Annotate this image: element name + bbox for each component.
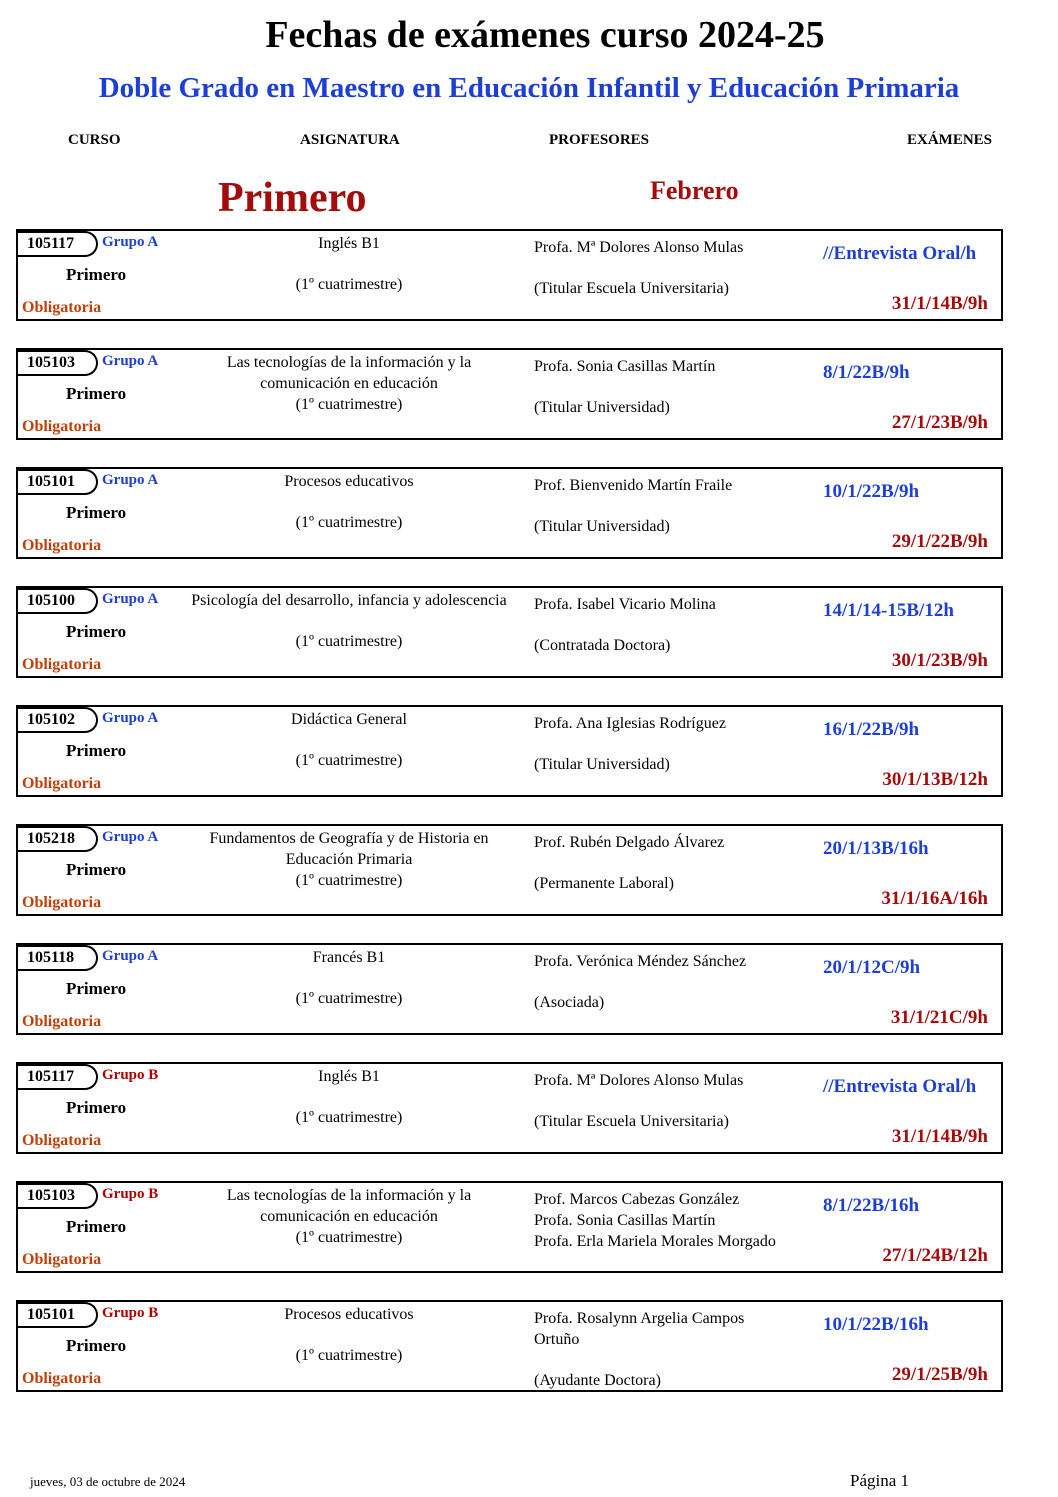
course-year: Primero — [66, 1336, 127, 1355]
subject-name — [168, 1185, 530, 1248]
subject-name-line: Didáctica General — [291, 711, 407, 728]
professors — [534, 1189, 824, 1252]
subject-name-line: Las tecnologías de la información y la — [226, 354, 472, 371]
professors — [534, 356, 824, 418]
semester-label: (1º cuatrimestre) — [295, 872, 403, 889]
professor-category: (Ayudante Doctora) — [534, 1372, 661, 1389]
course-year: Primero — [66, 265, 127, 284]
semester-label: (1º cuatrimestre) — [295, 990, 403, 1007]
professor-category: (Titular Universidad) — [534, 756, 670, 773]
semester-label: (1º cuatrimestre) — [295, 396, 403, 413]
group-label: Grupo A — [102, 234, 159, 250]
course-year: Primero — [66, 384, 127, 403]
group-label: Grupo B — [102, 1186, 159, 1202]
exam-date-first: 20/1/12C/9h — [823, 957, 921, 978]
subject-name-line: comunicación en educación — [260, 1208, 438, 1225]
subject-type: Obligatoria — [22, 894, 102, 911]
exam-date-second: 31/1/16A/16h — [881, 888, 988, 909]
professor-category: (Contratada Doctora) — [534, 637, 671, 654]
exam-date-first: 20/1/13B/16h — [823, 838, 929, 859]
group-label: Grupo A — [102, 353, 159, 369]
subject-code: 105117 — [18, 1064, 98, 1090]
subject-name-line: Educación Primaria — [285, 851, 413, 868]
column-header-curso: CURSO — [68, 132, 121, 148]
professor-name: Profa. Isabel Vicario Molina — [534, 596, 716, 613]
exam-record — [16, 229, 1003, 321]
professor-name: Prof. Marcos Cabezas González — [534, 1191, 740, 1208]
subject-code: 105101 — [18, 469, 98, 495]
subject-name-line: Fundamentos de Geografía y de Historia en — [209, 830, 489, 847]
subject-type: Obligatoria — [22, 1132, 102, 1149]
subject-code: 105117 — [18, 231, 98, 257]
exam-date-second: 29/1/25B/9h — [891, 1364, 988, 1385]
exam-record — [16, 943, 1003, 1035]
subject-type: Obligatoria — [22, 775, 102, 792]
exam-record — [16, 1062, 1003, 1154]
course-year: Primero — [66, 622, 127, 641]
semester-label: (1º cuatrimestre) — [295, 752, 403, 769]
exam-date-first: //Entrevista Oral/h — [823, 1076, 977, 1097]
exam-date-second: 29/1/22B/9h — [891, 531, 988, 552]
column-header-profesores: PROFESORES — [549, 132, 650, 148]
professor-name: Profa. Sonia Casillas Martín — [534, 1212, 716, 1229]
subject-name — [168, 352, 530, 415]
group-label: Grupo A — [102, 829, 159, 845]
exam-record — [16, 705, 1003, 797]
exam-date-first: 10/1/22B/9h — [823, 481, 920, 502]
subject-name-line: Las tecnologías de la información y la — [226, 1187, 472, 1204]
subject-name — [168, 233, 530, 295]
professor-category: (Permanente Laboral) — [534, 875, 674, 892]
exam-date-first: 14/1/14-15B/12h — [823, 600, 954, 621]
professors — [534, 713, 824, 775]
subject-code: 105103 — [18, 350, 98, 376]
professor-name: Profa. Sonia Casillas Martín — [534, 358, 716, 375]
subject-name — [168, 1066, 530, 1128]
degree-subtitle: Doble Grado en Maestro en Educación Infantil y Educación Primaria — [98, 72, 960, 104]
subject-type: Obligatoria — [22, 1013, 102, 1030]
subject-name-line: Inglés B1 — [318, 1068, 380, 1085]
professor-category: (Asociada) — [534, 994, 605, 1011]
exam-date-first: 16/1/22B/9h — [823, 719, 920, 740]
professor-category: (Titular Escuela Universitaria) — [534, 1113, 729, 1130]
course-year: Primero — [66, 1217, 127, 1236]
exam-date-first: 8/1/22B/16h — [823, 1195, 920, 1216]
subject-name-line: Inglés B1 — [318, 235, 380, 252]
course-year: Primero — [66, 860, 127, 879]
subject-type: Obligatoria — [22, 418, 102, 435]
group-label: Grupo A — [102, 948, 159, 964]
professors — [534, 832, 824, 894]
professor-name: Profa. Mª Dolores Alonso Mulas — [534, 239, 744, 256]
exam-date-second: 31/1/21C/9h — [890, 1007, 988, 1028]
professor-category: (Titular Universidad) — [534, 518, 670, 535]
subject-name — [168, 590, 530, 652]
professors — [534, 1308, 824, 1390]
subject-name — [168, 1304, 530, 1366]
subject-code: 105218 — [18, 826, 98, 852]
professors — [534, 594, 824, 656]
professors — [534, 237, 824, 299]
subject-name — [168, 947, 530, 1009]
subject-name-line: Procesos educativos — [284, 1306, 414, 1323]
professor-name: Profa. Mª Dolores Alonso Mulas — [534, 1072, 744, 1089]
course-year: Primero — [66, 503, 127, 522]
subject-code: 105102 — [18, 707, 98, 733]
subject-code: 105103 — [18, 1183, 98, 1209]
exam-date-first: //Entrevista Oral/h — [823, 243, 977, 264]
exam-date-second: 30/1/13B/12h — [882, 769, 988, 790]
professors — [534, 951, 824, 1013]
exam-date-first: 10/1/22B/16h — [823, 1314, 929, 1335]
subject-type: Obligatoria — [22, 299, 102, 316]
professor-category: (Titular Escuela Universitaria) — [534, 280, 729, 297]
semester-label: (1º cuatrimestre) — [295, 1109, 403, 1126]
subject-name-line: Procesos educativos — [284, 473, 414, 490]
course-year: Primero — [66, 979, 127, 998]
exam-date-second: 30/1/23B/9h — [891, 650, 988, 671]
semester-label: (1º cuatrimestre) — [295, 1229, 403, 1246]
subject-type: Obligatoria — [22, 537, 102, 554]
exam-record — [16, 824, 1003, 916]
group-label: Grupo B — [102, 1067, 159, 1083]
group-label: Grupo A — [102, 710, 159, 726]
exam-month-title: Febrero — [650, 176, 739, 205]
exam-date-second: 31/1/14B/9h — [891, 1126, 988, 1147]
subject-name — [168, 828, 530, 891]
subject-name — [168, 471, 530, 533]
professors — [534, 1070, 824, 1132]
subject-name-line: comunicación en educación — [260, 375, 438, 392]
course-year: Primero — [66, 1098, 127, 1117]
subject-type: Obligatoria — [22, 1370, 102, 1387]
exam-record — [16, 348, 1003, 440]
professors — [534, 475, 824, 537]
professor-name: Profa. Verónica Méndez Sánchez — [534, 953, 747, 970]
professor-name: Profa. Ana Iglesias Rodríguez — [534, 715, 726, 732]
semester-label: (1º cuatrimestre) — [295, 1347, 403, 1364]
column-header-asignatura: ASIGNATURA — [300, 132, 400, 148]
subject-name-line: Francés B1 — [312, 949, 386, 966]
group-label: Grupo A — [102, 472, 159, 488]
course-year: Primero — [66, 741, 127, 760]
exam-date-second: 27/1/23B/9h — [891, 412, 988, 433]
professor-name: Profa. Erla Mariela Morales Morgado — [534, 1233, 776, 1250]
subject-code: 105101 — [18, 1302, 98, 1328]
professor-name: Prof. Bienvenido Martín Fraile — [534, 477, 733, 494]
professor-name: Profa. Rosalynn Argelia Campos — [534, 1310, 745, 1327]
semester-label: (1º cuatrimestre) — [295, 276, 403, 293]
professor-name: Prof. Rubén Delgado Álvarez — [534, 834, 725, 851]
subject-name-line: Psicología del desarrollo, infancia y adolescencia — [191, 592, 507, 609]
semester-label: (1º cuatrimestre) — [295, 633, 403, 650]
exam-record — [16, 1300, 1003, 1392]
exam-date-first: 8/1/22B/9h — [823, 362, 910, 383]
subject-type: Obligatoria — [22, 1251, 102, 1268]
semester-label: (1º cuatrimestre) — [295, 514, 403, 531]
footer-date: jueves, 03 de octubre de 2024 — [30, 1474, 186, 1489]
exam-record — [16, 1181, 1003, 1273]
group-label: Grupo A — [102, 591, 159, 607]
column-header-examenes: EXÁMENES — [907, 132, 993, 148]
subject-code: 105100 — [18, 588, 98, 614]
group-label: Grupo B — [102, 1305, 159, 1321]
professor-name: Ortuño — [534, 1331, 580, 1348]
subject-type: Obligatoria — [22, 656, 102, 673]
document-title: Fechas de exámenes curso 2024-25 — [265, 14, 825, 56]
exam-date-second: 31/1/14B/9h — [891, 293, 988, 314]
subject-code: 105118 — [18, 945, 98, 971]
professor-category: (Titular Universidad) — [534, 399, 670, 416]
subject-name — [168, 709, 530, 771]
footer-page-number: Página 1 — [850, 1471, 910, 1490]
exam-record — [16, 586, 1003, 678]
exam-date-second: 27/1/24B/12h — [882, 1245, 988, 1266]
course-section-title: Primero — [218, 175, 367, 221]
exam-record — [16, 467, 1003, 559]
